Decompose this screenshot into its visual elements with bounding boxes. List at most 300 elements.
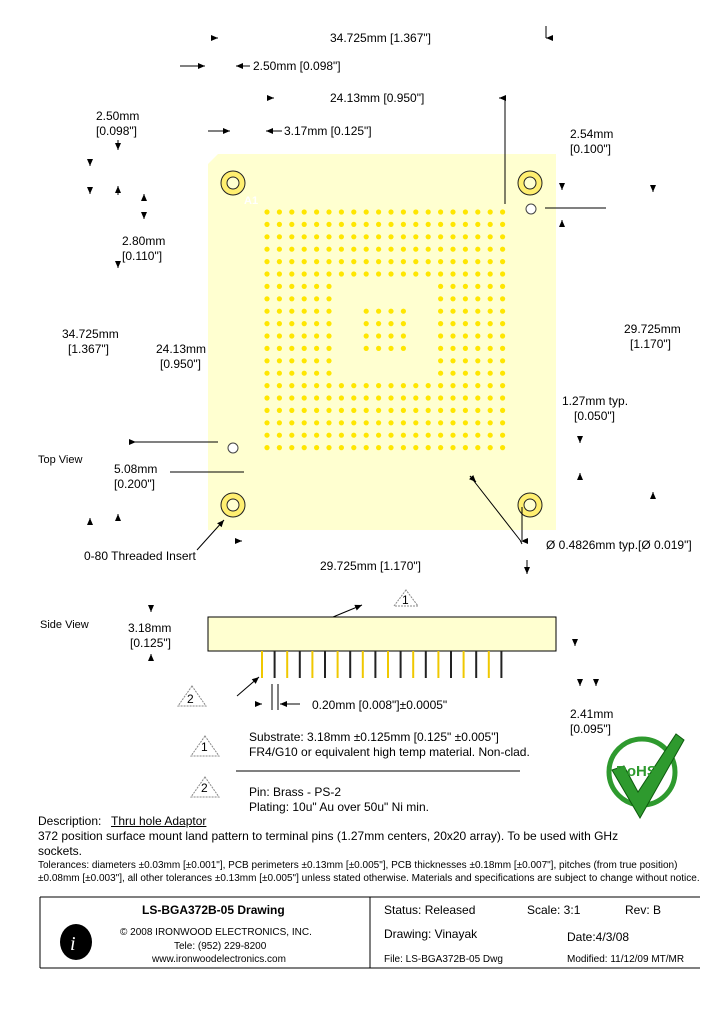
- pad: [277, 209, 282, 214]
- top-view-label: Top View: [38, 454, 83, 466]
- pad: [463, 395, 468, 400]
- pad: [326, 420, 331, 425]
- pad: [438, 333, 443, 338]
- pad: [302, 247, 307, 252]
- pad: [438, 247, 443, 252]
- pad: [426, 209, 431, 214]
- pad: [413, 383, 418, 388]
- pad: [289, 383, 294, 388]
- pad: [289, 271, 294, 276]
- pad: [500, 358, 505, 363]
- pad: [364, 259, 369, 264]
- pad: [413, 433, 418, 438]
- pad: [326, 408, 331, 413]
- pad: [314, 222, 319, 227]
- pad: [351, 420, 356, 425]
- pad: [450, 420, 455, 425]
- pad: [463, 371, 468, 376]
- pad: [438, 259, 443, 264]
- pad: [277, 321, 282, 326]
- dim-top-width: 34.725mm [1.367"]: [330, 31, 431, 45]
- pad: [289, 346, 294, 351]
- pad: [488, 247, 493, 252]
- pad: [264, 395, 269, 400]
- pad: [364, 321, 369, 326]
- pad: [475, 321, 480, 326]
- pad: [302, 222, 307, 227]
- pad: [463, 321, 468, 326]
- pad: [488, 284, 493, 289]
- description-title: Thru hole Adaptor: [111, 814, 207, 828]
- dim-right-2-54-a: 2.54mm: [570, 127, 614, 141]
- note-2-side-number: 2: [187, 692, 194, 706]
- pad: [426, 445, 431, 450]
- mounting-hole-tr: [518, 171, 542, 195]
- pad: [388, 395, 393, 400]
- pad: [302, 433, 307, 438]
- pad: [438, 445, 443, 450]
- rohs-text: RoHS: [616, 763, 657, 780]
- pad: [376, 433, 381, 438]
- pad: [463, 259, 468, 264]
- pad: [500, 222, 505, 227]
- pad: [426, 408, 431, 413]
- pad: [326, 284, 331, 289]
- pad: [388, 234, 393, 239]
- pad: [326, 309, 331, 314]
- note-1-side-number: 1: [402, 593, 409, 607]
- pad: [500, 346, 505, 351]
- pad: [475, 346, 480, 351]
- pad: [376, 271, 381, 276]
- pad: [450, 209, 455, 214]
- pad: [351, 222, 356, 227]
- pad: [289, 321, 294, 326]
- pad: [500, 321, 505, 326]
- pad: [426, 420, 431, 425]
- pad: [314, 259, 319, 264]
- pad: [302, 358, 307, 363]
- pad: [277, 383, 282, 388]
- pad: [289, 408, 294, 413]
- pad: [488, 420, 493, 425]
- pad: [364, 408, 369, 413]
- pad: [426, 383, 431, 388]
- pad: [450, 284, 455, 289]
- pad: [351, 247, 356, 252]
- pad: [302, 420, 307, 425]
- pad: [388, 420, 393, 425]
- pad: [463, 383, 468, 388]
- pad: [475, 383, 480, 388]
- pad: [475, 284, 480, 289]
- pad: [302, 309, 307, 314]
- pad: [401, 383, 406, 388]
- pad: [488, 358, 493, 363]
- pad: [488, 222, 493, 227]
- pad: [364, 395, 369, 400]
- pad: [264, 222, 269, 227]
- pad: [302, 333, 307, 338]
- pad: [388, 309, 393, 314]
- pad: [289, 247, 294, 252]
- pad: [401, 408, 406, 413]
- mounting-hole-bl: [221, 493, 245, 517]
- pad: [364, 271, 369, 276]
- pin-row: [262, 651, 501, 678]
- pad: [364, 445, 369, 450]
- pad: [475, 408, 480, 413]
- pad: [500, 445, 505, 450]
- pad: [364, 433, 369, 438]
- pad: [475, 371, 480, 376]
- pad: [339, 408, 344, 413]
- pad: [277, 346, 282, 351]
- pad: [289, 259, 294, 264]
- pad: [426, 395, 431, 400]
- pad: [463, 234, 468, 239]
- pad: [302, 395, 307, 400]
- pad: [264, 259, 269, 264]
- pad: [326, 271, 331, 276]
- pad: [475, 420, 480, 425]
- pad: [401, 222, 406, 227]
- pad: [450, 222, 455, 227]
- pad: [289, 296, 294, 301]
- pad: [426, 259, 431, 264]
- pad: [438, 395, 443, 400]
- note-1-line-1: Substrate: 3.18mm ±0.125mm [0.125" ±0.005"]: [249, 730, 499, 744]
- pad: [277, 222, 282, 227]
- pad: [450, 408, 455, 413]
- pad: [302, 284, 307, 289]
- pad: [488, 296, 493, 301]
- pad: [463, 420, 468, 425]
- pad: [326, 371, 331, 376]
- pad: [488, 234, 493, 239]
- pad: [376, 395, 381, 400]
- pad: [438, 408, 443, 413]
- pad: [500, 408, 505, 413]
- pad: [438, 271, 443, 276]
- pad: [326, 333, 331, 338]
- pad: [314, 420, 319, 425]
- pad: [500, 234, 505, 239]
- company-phone: Tele: (952) 229-8200: [174, 941, 267, 952]
- pad: [488, 333, 493, 338]
- tolerances-line-1: Tolerances: diameters ±0.03mm [±0.001"], PCB perimeters ±0.13mm [±0.005"], PCB thicknesses ±0.18mm [±0.007"], pitches (from true position): [38, 860, 678, 871]
- pad: [401, 271, 406, 276]
- pad: [302, 209, 307, 214]
- pad: [277, 309, 282, 314]
- pad: [364, 420, 369, 425]
- dim-right-29-b: [1.170"]: [630, 337, 671, 351]
- pad: [388, 259, 393, 264]
- pad: [277, 395, 282, 400]
- pad: [289, 222, 294, 227]
- pad: [426, 433, 431, 438]
- alignment-hole-left: [228, 443, 238, 453]
- pad: [500, 420, 505, 425]
- pad: [401, 321, 406, 326]
- pad: [289, 358, 294, 363]
- pad: [463, 408, 468, 413]
- pad: [488, 445, 493, 450]
- a1-label: A1: [244, 195, 259, 207]
- pad: [339, 222, 344, 227]
- pad: [364, 309, 369, 314]
- pad: [264, 433, 269, 438]
- pad: [289, 445, 294, 450]
- pad: [302, 408, 307, 413]
- company-name: © 2008 IRONWOOD ELECTRONICS, INC.: [120, 927, 312, 938]
- pad: [277, 445, 282, 450]
- pad: [277, 358, 282, 363]
- pad: [488, 321, 493, 326]
- pad: [475, 333, 480, 338]
- pad: [475, 247, 480, 252]
- pad: [326, 247, 331, 252]
- dim-pitch-b: [0.050"]: [574, 409, 615, 423]
- pad: [277, 234, 282, 239]
- pad: [488, 309, 493, 314]
- pad: [463, 433, 468, 438]
- pad: [364, 383, 369, 388]
- board-side-view: [208, 617, 556, 651]
- pad: [314, 371, 319, 376]
- pad: [413, 395, 418, 400]
- pad: [351, 234, 356, 239]
- pad: [314, 321, 319, 326]
- ironwood-logo: [60, 924, 92, 960]
- pad: [277, 296, 282, 301]
- pad: [438, 346, 443, 351]
- pad: [376, 333, 381, 338]
- pad: [413, 209, 418, 214]
- pad: [302, 296, 307, 301]
- description-label: Description:: [38, 814, 102, 828]
- pad: [339, 420, 344, 425]
- pad: [376, 445, 381, 450]
- pad: [413, 408, 418, 413]
- dim-left-2-50-b: [0.098"]: [96, 124, 137, 138]
- pad: [314, 383, 319, 388]
- pad: [488, 371, 493, 376]
- pad: [450, 371, 455, 376]
- pad: [500, 371, 505, 376]
- pad: [264, 346, 269, 351]
- pad: [438, 296, 443, 301]
- pad: [450, 271, 455, 276]
- pad: [438, 309, 443, 314]
- dim-left-2-80-a: 2.80mm: [122, 234, 166, 248]
- pad: [401, 234, 406, 239]
- pad: [264, 321, 269, 326]
- pad: [289, 433, 294, 438]
- pad: [339, 445, 344, 450]
- dim-left-34-a: 34.725mm: [62, 327, 119, 341]
- pad: [364, 222, 369, 227]
- pad: [463, 445, 468, 450]
- pad: [326, 234, 331, 239]
- pad: [364, 234, 369, 239]
- pad: [475, 209, 480, 214]
- pad: [351, 433, 356, 438]
- pad: [376, 234, 381, 239]
- pad: [376, 309, 381, 314]
- pad: [500, 433, 505, 438]
- pad: [277, 371, 282, 376]
- dim-left-2-50-a: 2.50mm: [96, 109, 140, 123]
- pad: [314, 358, 319, 363]
- pad: [339, 234, 344, 239]
- drawing-by: Drawing: Vinayak: [384, 927, 478, 941]
- pad: [463, 309, 468, 314]
- pad: [339, 259, 344, 264]
- pad: [314, 234, 319, 239]
- pad: [302, 445, 307, 450]
- pad: [314, 333, 319, 338]
- pad: [289, 333, 294, 338]
- pad: [264, 358, 269, 363]
- pad: [314, 284, 319, 289]
- pad: [326, 259, 331, 264]
- pad: [326, 209, 331, 214]
- mounting-hole-tl: [221, 171, 245, 195]
- dim-side-2-41-a: 2.41mm: [570, 707, 614, 721]
- pad: [326, 383, 331, 388]
- pad: [475, 445, 480, 450]
- dim-left-24-b: [0.950"]: [160, 357, 201, 371]
- pad: [488, 433, 493, 438]
- pad: [339, 395, 344, 400]
- pad: [450, 333, 455, 338]
- pad: [500, 395, 505, 400]
- pad: [401, 309, 406, 314]
- pad: [326, 222, 331, 227]
- pad: [463, 284, 468, 289]
- pad: [264, 247, 269, 252]
- drawing-title: LS-BGA372B-05 Drawing: [142, 903, 285, 917]
- pad: [475, 296, 480, 301]
- tolerances-line-2: ±0.08mm [±0.003"], all other tolerances ±0.13mm [±0.005"] unless stated otherwise. Materials and specifications are subject to change without notice.: [38, 873, 700, 884]
- pad: [463, 271, 468, 276]
- pad: [475, 309, 480, 314]
- pad: [302, 383, 307, 388]
- pad: [450, 346, 455, 351]
- pad: [314, 408, 319, 413]
- date: Date:4/3/08: [567, 930, 630, 944]
- pad: [500, 247, 505, 252]
- dim-side-3-18-a: 3.18mm: [128, 621, 172, 635]
- pad: [339, 271, 344, 276]
- pad: [364, 209, 369, 214]
- pad: [376, 209, 381, 214]
- side-view-label: Side View: [40, 619, 89, 631]
- pad: [500, 271, 505, 276]
- pad: [264, 234, 269, 239]
- pad: [413, 234, 418, 239]
- pad: [339, 247, 344, 252]
- pad: [364, 333, 369, 338]
- pad: [401, 420, 406, 425]
- pad: [277, 259, 282, 264]
- pad: [401, 433, 406, 438]
- pad: [426, 247, 431, 252]
- status: Status: Released: [384, 903, 476, 917]
- pad: [438, 371, 443, 376]
- modified: Modified: 11/12/09 MT/MR: [567, 954, 685, 965]
- pad: [326, 346, 331, 351]
- pad: [388, 247, 393, 252]
- pad: [326, 321, 331, 326]
- pad: [339, 209, 344, 214]
- dim-side-3-18-b: [0.125"]: [130, 636, 171, 650]
- pad: [463, 333, 468, 338]
- pad: [264, 284, 269, 289]
- pad: [463, 346, 468, 351]
- pad: [388, 383, 393, 388]
- pad: [264, 309, 269, 314]
- pad: [413, 420, 418, 425]
- pad: [438, 420, 443, 425]
- pad: [264, 296, 269, 301]
- pad: [264, 420, 269, 425]
- pad: [376, 321, 381, 326]
- pad: [401, 346, 406, 351]
- pad: [388, 222, 393, 227]
- pad: [376, 383, 381, 388]
- pad: [264, 209, 269, 214]
- pad: [388, 333, 393, 338]
- pad: [314, 395, 319, 400]
- pad: [488, 209, 493, 214]
- pad: [326, 395, 331, 400]
- pad: [289, 284, 294, 289]
- pad: [289, 371, 294, 376]
- pad: [413, 222, 418, 227]
- pad: [475, 234, 480, 239]
- alignment-hole-top: [526, 204, 536, 214]
- dim-pin-0-20: 0.20mm [0.008"]±0.0005": [312, 698, 448, 712]
- pad: [376, 247, 381, 252]
- pad: [426, 222, 431, 227]
- pad: [314, 346, 319, 351]
- pad: [488, 346, 493, 351]
- revision: Rev: B: [625, 903, 662, 917]
- pad: [277, 333, 282, 338]
- pad: [463, 209, 468, 214]
- pad: [388, 321, 393, 326]
- pad: [314, 445, 319, 450]
- pad: [376, 259, 381, 264]
- pad: [264, 383, 269, 388]
- pad: [475, 271, 480, 276]
- pad: [438, 358, 443, 363]
- dim-left-5-08-b: [0.200"]: [114, 477, 155, 491]
- pad: [388, 271, 393, 276]
- dim-right-29-a: 29.725mm: [624, 322, 681, 336]
- pad: [277, 284, 282, 289]
- pad: [401, 247, 406, 252]
- pad: [500, 333, 505, 338]
- pad: [302, 346, 307, 351]
- pad: [475, 259, 480, 264]
- pad: [488, 259, 493, 264]
- pad: [500, 284, 505, 289]
- pad: [351, 259, 356, 264]
- pad: [277, 247, 282, 252]
